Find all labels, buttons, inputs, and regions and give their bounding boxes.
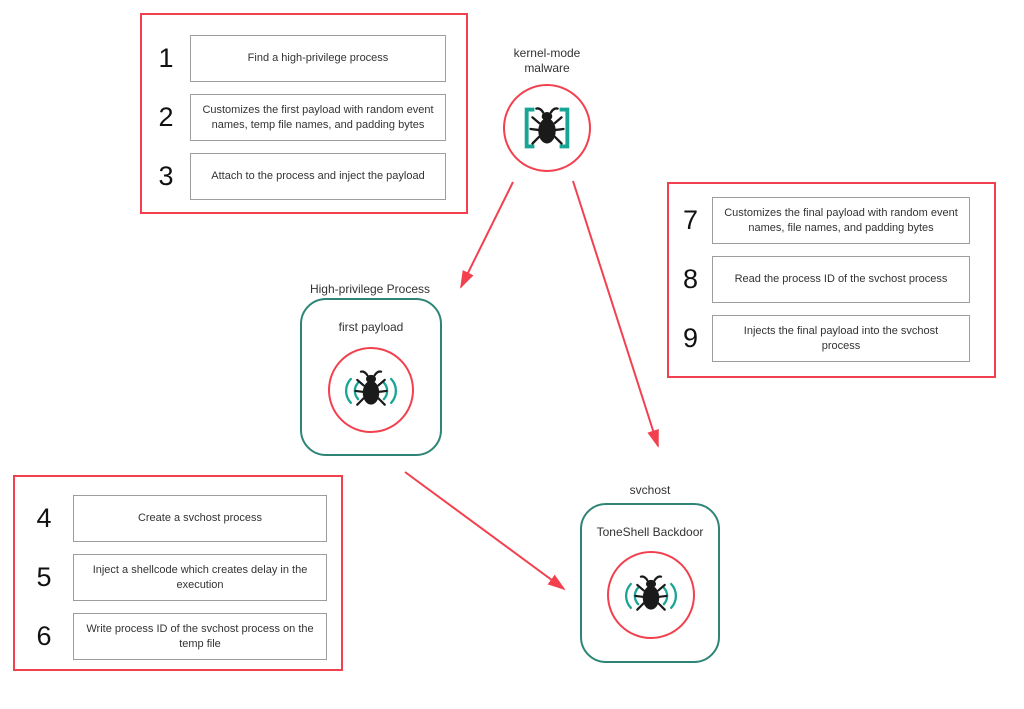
arrow-high-privilege-to-svchost [405, 472, 564, 589]
step-number: 1 [158, 43, 174, 73]
step-text: Injects the final payload into the svchost process [743, 325, 939, 352]
step-box [190, 94, 446, 141]
step-text: Write process ID of the svchost process on the temp file [86, 623, 314, 650]
step-box [73, 495, 327, 542]
step-row [669, 256, 970, 303]
step-number: 7 [682, 205, 699, 235]
step-number: 6 [36, 621, 52, 651]
step-number: 8 [682, 264, 699, 294]
step-row [142, 153, 446, 200]
bug-with-waves-icon [338, 368, 404, 412]
step-group-svchost-setup [13, 475, 343, 671]
first-payload-label: first payload [338, 320, 404, 334]
step-row [15, 495, 327, 542]
step-box [712, 315, 970, 362]
step-number: 9 [682, 323, 699, 353]
svchost-node [580, 503, 720, 663]
arrow-malware-to-svchost [573, 181, 658, 446]
step-row [142, 94, 446, 141]
bug-in-brackets-icon [516, 104, 578, 152]
step-row [669, 315, 970, 362]
toneshell-backdoor-label: ToneShell Backdoor [596, 525, 704, 539]
step-group-final-payload [667, 182, 996, 378]
step-box [712, 197, 970, 244]
step-number: 4 [36, 503, 52, 533]
step-box [712, 256, 970, 303]
step-row [142, 35, 446, 82]
step-text: Read the process ID of the svchost process [734, 273, 948, 286]
step-number: 2 [158, 102, 174, 132]
step-text: Attach to the process and inject the payload [211, 170, 425, 183]
step-number: 5 [36, 562, 52, 592]
step-number: 3 [158, 161, 174, 191]
malware-node [503, 84, 591, 172]
step-text: Create a svchost process [137, 512, 263, 525]
payload-circle [328, 347, 414, 433]
backdoor-circle [607, 551, 695, 639]
high-privilege-node-label: High-privilege Process [309, 282, 431, 296]
malware-node-label: kernel-mode malware [513, 46, 581, 75]
step-text: Customizes the first payload with random event names, temp file names, and padding bytes [202, 104, 434, 131]
step-row [15, 554, 327, 601]
svchost-node-label: svchost [629, 483, 671, 497]
step-text: Customizes the final payload with random event names, file names, and padding bytes [724, 207, 958, 234]
step-box [73, 613, 327, 660]
step-text: Inject a shellcode which creates delay in the execution [92, 564, 308, 591]
step-group-payload-prep [140, 13, 468, 214]
bug-with-waves-icon [618, 573, 684, 617]
arrow-malware-to-high-privilege [461, 182, 513, 287]
step-text: Find a high-privilege process [247, 52, 389, 65]
step-row [669, 197, 970, 244]
step-row [15, 613, 327, 660]
step-box [190, 153, 446, 200]
step-box [73, 554, 327, 601]
step-box [190, 35, 446, 82]
high-privilege-node [300, 298, 442, 456]
